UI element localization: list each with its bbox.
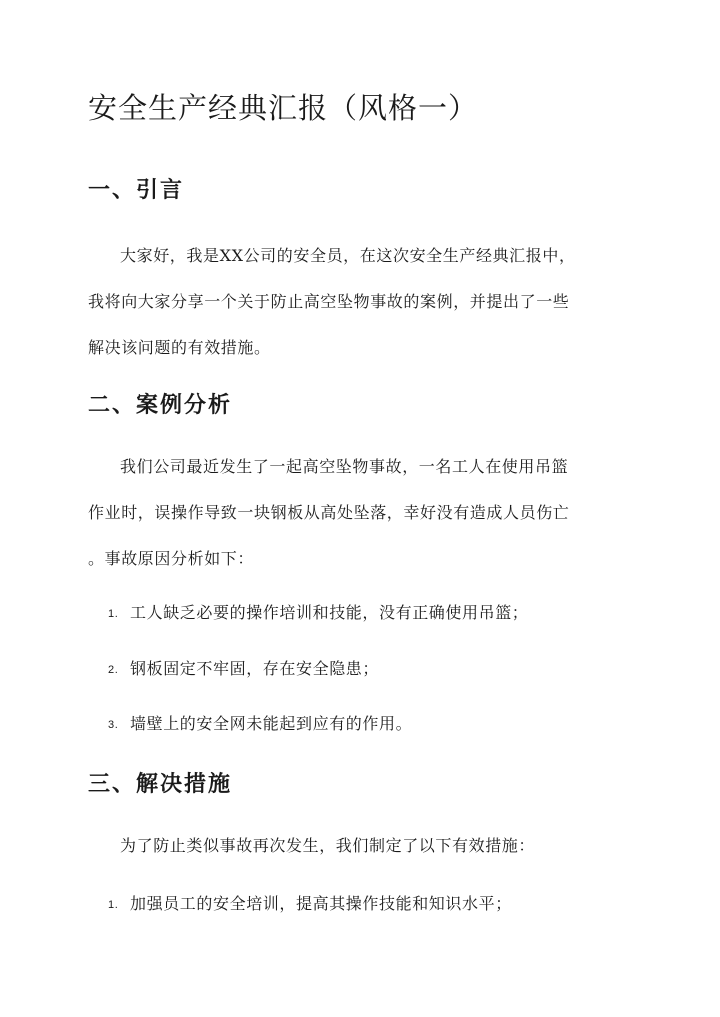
list-number: 1. <box>108 607 119 620</box>
list-item <box>108 891 512 914</box>
list-text: 加强员工的安全培训，提高其操作技能和知识水平； <box>130 894 512 913</box>
list-number: 2. <box>108 663 119 676</box>
paragraph-line: 我将向大家分享一个关于防止高空坠物事故的案例，并提出了一些 <box>88 292 570 311</box>
paragraph-line: 解决该问题的有效措施。 <box>88 338 271 357</box>
section-paragraph-solutions <box>88 823 633 869</box>
list-text: 墙壁上的安全网未能起到应有的作用。 <box>130 714 413 733</box>
list-number: 1. <box>108 898 119 911</box>
list-text: 工人缺乏必要的操作培训和技能，没有正确使用吊篮； <box>130 603 529 622</box>
section-heading-introduction: 一、引言 <box>88 177 185 203</box>
section-paragraph-introduction <box>88 233 633 371</box>
paragraph-line: 作业时，误操作导致一块钢板从高处坠落，幸好没有造成人员伤亡 <box>88 503 570 522</box>
paragraph-line: 我们公司最近发生了一起高空坠物事故，一名工人在使用吊篮 <box>120 457 569 476</box>
paragraph-line: 为了防止类似事故再次发生，我们制定了以下有效措施： <box>120 836 536 855</box>
list-item <box>108 600 528 623</box>
paragraph-line: 大家好，我是XX公司的安全员，在这次安全生产经典汇报中， <box>120 246 576 265</box>
list-text: 钢板固定不牢固，存在安全隐患； <box>130 659 380 678</box>
list-number: 3. <box>108 718 119 731</box>
list-item <box>108 711 412 734</box>
list-item <box>108 656 379 679</box>
document-title: 安全生产经典汇报（风格一） <box>88 91 479 125</box>
section-paragraph-case-analysis <box>88 444 633 582</box>
section-heading-solutions: 三、解决措施 <box>88 771 233 797</box>
section-heading-case-analysis: 二、案例分析 <box>88 392 233 418</box>
paragraph-line: 。事故原因分析如下： <box>88 549 255 568</box>
